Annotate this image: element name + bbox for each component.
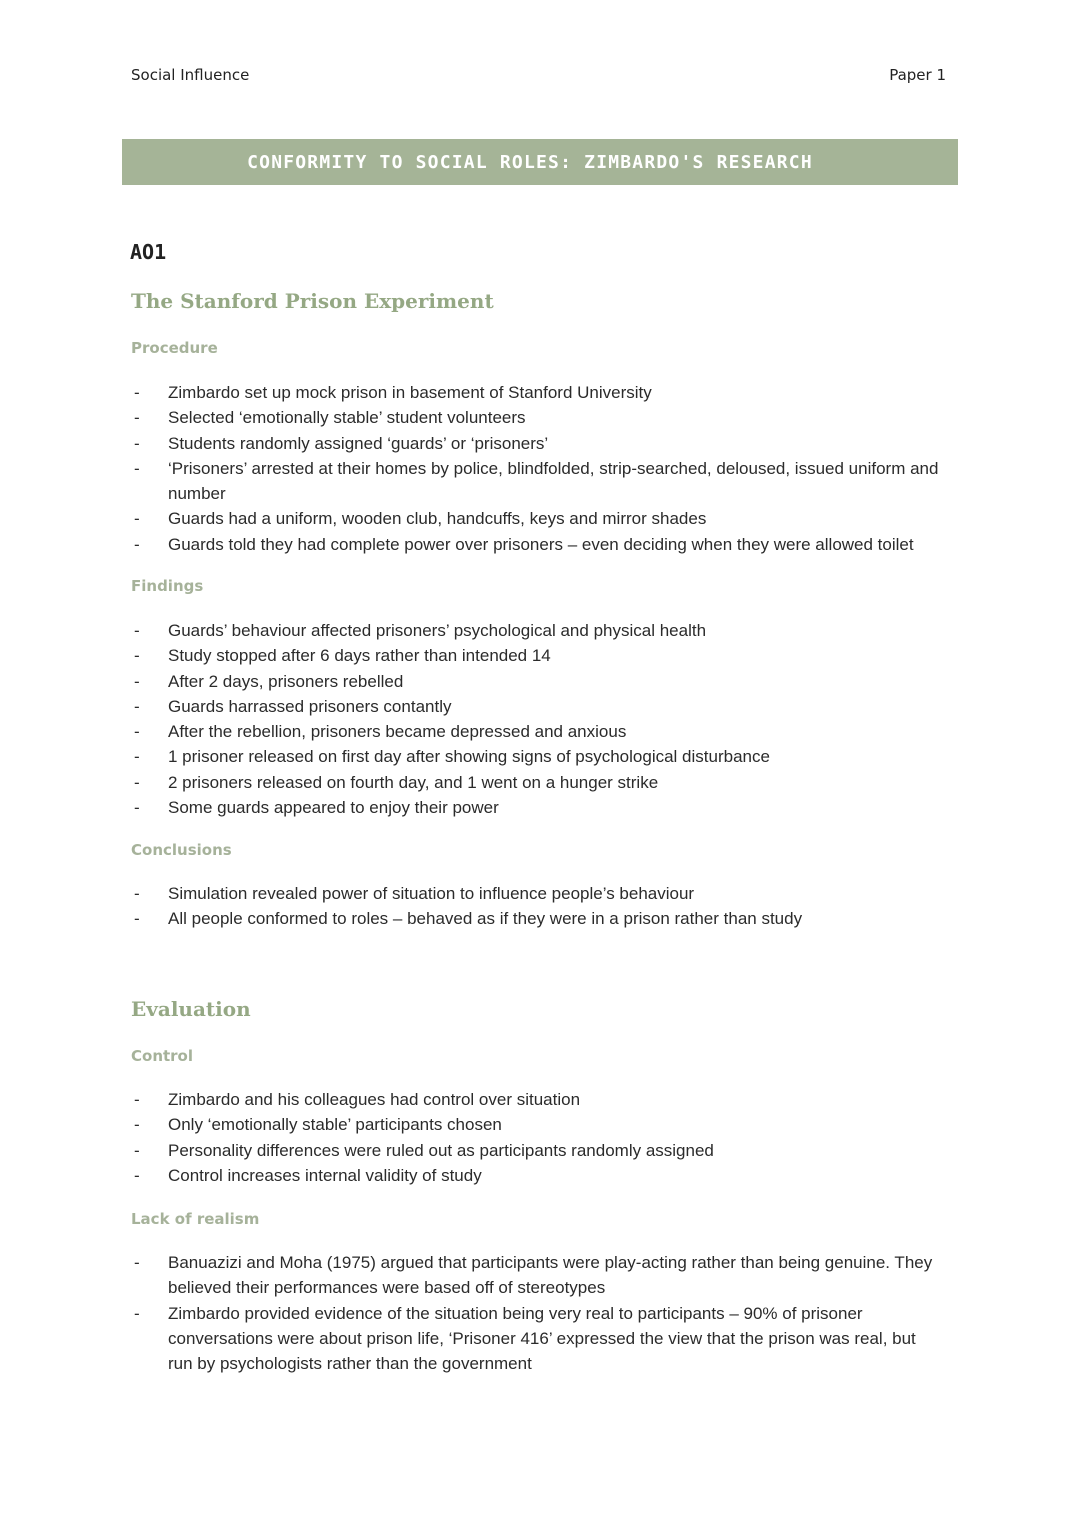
bullet-dash: - [134, 383, 140, 402]
list-item-text: Selected ‘emotionally stable’ student volunteers [168, 408, 526, 428]
banner-title: CONFORMITY TO SOCIAL ROLES: ZIMBARDO'S RESEARCH [247, 151, 813, 173]
list-item [0, 1250, 940, 1301]
list-item [0, 906, 940, 931]
subheading-findings: Findings [131, 577, 204, 595]
list-item-text: 1 prisoner released on first day after showing signs of psychological disturbance [168, 747, 770, 767]
list-item [0, 795, 940, 820]
bullet-dash: - [134, 1090, 140, 1109]
list-item-text: Simulation revealed power of situation to influence people’s behaviour [168, 884, 695, 903]
list-item [0, 694, 940, 719]
section-heading-stanford: The Stanford Prison Experiment [131, 289, 494, 313]
list-item-text: Banuazizi and Moha (1975) argued that participants were play-acting rather than being genuine. They believed their performances were based off of stereotypes [168, 1253, 933, 1298]
bullet-dash: - [134, 909, 140, 929]
list-item [0, 431, 940, 456]
list-item [0, 881, 940, 906]
subheading-conclusions: Conclusions [131, 841, 232, 859]
list-item [0, 380, 940, 405]
bullet-dash: - [134, 884, 140, 903]
header-subject: Social Influence [131, 66, 250, 84]
list-item-text: Study stopped after 6 days rather than intended 14 [168, 646, 551, 666]
list-item [0, 643, 940, 668]
list-item [0, 532, 940, 557]
list-item-text: Control increases internal validity of study [168, 1165, 482, 1185]
list-item-text: 2 prisoners released on fourth day, and 1 went on a hunger strike [168, 772, 659, 792]
bullet-dash: - [134, 1115, 140, 1135]
ao1-label: AO1 [130, 240, 167, 264]
list-item-text: ‘Prisoners’ arrested at their homes by police, blindfolded, strip-searched, deloused, issued uniform and number [168, 458, 939, 504]
control-list [0, 1087, 940, 1188]
list-item [0, 456, 940, 507]
list-item-text: Guards told they had complete power over prisoners – even deciding when they were allowed toilet [168, 534, 914, 554]
subheading-lack-of-realism: Lack of realism [131, 1210, 260, 1228]
bullet-dash: - [134, 534, 140, 554]
bullet-dash: - [134, 621, 140, 640]
list-item [0, 669, 940, 694]
list-item [0, 1163, 940, 1188]
bullet-dash: - [134, 458, 140, 478]
realism-list [0, 1250, 940, 1376]
list-item-text: Zimbardo and his colleagues had control over situation [168, 1090, 581, 1109]
header-paper: Paper 1 [889, 66, 946, 84]
bullet-dash: - [134, 1253, 140, 1272]
list-item [0, 770, 940, 795]
list-item-text: Zimbardo provided evidence of the situation being very real to participants – 90% of prisoner conversations were about prison life, ‘Prisoner 416’ expressed the view that the prison was real, but run by psychologists rather than the government [168, 1303, 916, 1374]
list-item-text: Guards harrassed prisoners contantly [168, 696, 452, 716]
bullet-dash: - [134, 646, 140, 666]
bullet-dash: - [134, 798, 140, 818]
bullet-dash: - [134, 747, 140, 767]
bullet-dash: - [134, 1303, 140, 1323]
list-item [0, 1138, 940, 1163]
list-item [0, 1087, 940, 1112]
bullet-dash: - [134, 509, 140, 529]
list-item-text: Guards’ behaviour affected prisoners’ psychological and physical health [168, 621, 707, 640]
subheading-control: Control [131, 1047, 194, 1065]
procedure-list [0, 380, 940, 557]
list-item-text: Some guards appeared to enjoy their power [168, 798, 499, 818]
list-item [0, 719, 940, 744]
list-item [0, 744, 940, 769]
list-item-text: Personality differences were ruled out as participants randomly assigned [168, 1140, 714, 1160]
list-item [0, 405, 940, 430]
list-item [0, 1112, 940, 1137]
findings-list [0, 618, 940, 820]
list-item-text: Zimbardo set up mock prison in basement of Stanford University [168, 383, 652, 402]
list-item [0, 1301, 940, 1377]
bullet-dash: - [134, 671, 140, 691]
bullet-dash: - [134, 772, 140, 792]
title-banner [122, 139, 958, 185]
bullet-dash: - [134, 408, 140, 428]
list-item [0, 506, 940, 531]
list-item-text: All people conformed to roles – behaved as if they were in a prison rather than study [168, 909, 803, 929]
bullet-dash: - [134, 433, 140, 453]
bullet-dash: - [134, 722, 140, 742]
conclusions-list [0, 881, 940, 932]
list-item-text: Students randomly assigned ‘guards’ or ‘prisoners’ [168, 433, 549, 453]
bullet-dash: - [134, 1140, 140, 1160]
list-item-text: Guards had a uniform, wooden club, handcuffs, keys and mirror shades [168, 509, 707, 529]
list-item-text: After the rebellion, prisoners became depressed and anxious [168, 722, 627, 742]
subheading-procedure: Procedure [131, 339, 218, 357]
list-item [0, 618, 940, 643]
section-heading-evaluation: Evaluation [131, 997, 251, 1021]
bullet-dash: - [134, 696, 140, 716]
list-item-text: After 2 days, prisoners rebelled [168, 671, 404, 691]
list-item-text: Only ‘emotionally stable’ participants chosen [168, 1115, 502, 1135]
bullet-dash: - [134, 1165, 140, 1185]
